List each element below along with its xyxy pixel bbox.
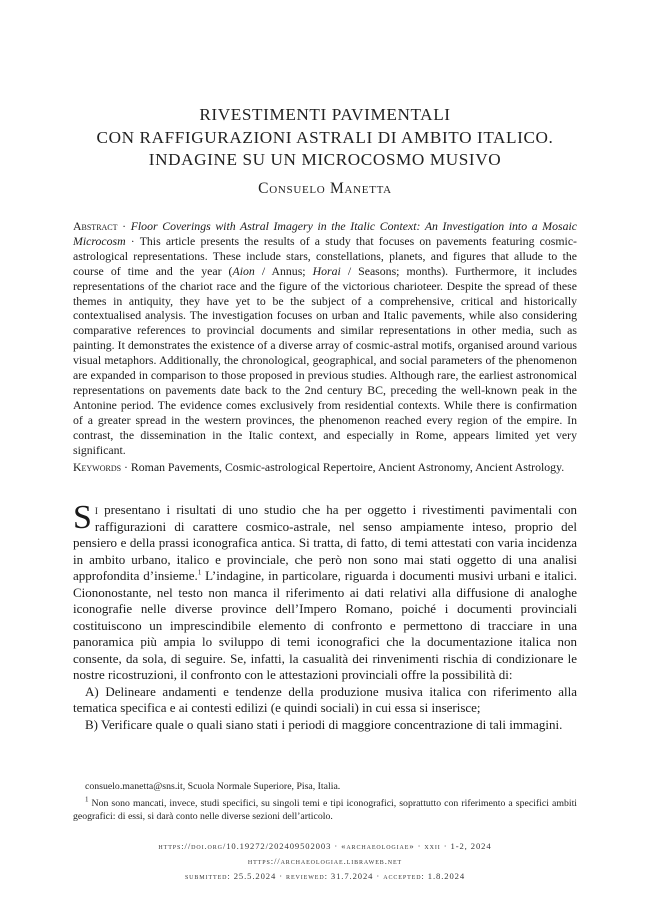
- abstract-text-2: / Seasons; months). Furthermore, it includes representations of the chariot race and the figure of the victorious charioteer. Despite the spread of these themes in antiquity, they have yet to be the subject of a comprehensive, critical and historically contextualised analysis. The investigation focuses on urban and Italic pavements, while also considering comparative references to provincial documents and similar representations in other media, such as painting. It demonstrates the existence of a diverse array of cosmic-astral motifs, organised around various visual metaphors. Additionally, the chronological, geographical, and social parameters of the phenomenon are expanded in comparison to those proposed in previous studies. Although rare, the earliest astronomical representations on pavements date back to the 2nd century BC, preceding the well-known peak in the Antonine period. The evidence comes exclusively from residential contexts. While there is confirmation of a greater spread in the western provinces, the phenomenon reached every region of the empire. In contrast, the dissemination in the Italic context, and especially in Rome, appears limited yet very significant.: [73, 263, 577, 457]
- keywords-text: Roman Pavements, Cosmic-astrological Repertoire, Ancient Astronomy, Ancient Astrology.: [130, 460, 565, 474]
- paragraph-1-text: presentano i risultati di uno studio che ha per oggetto i rivestimenti pavimentali con raffigurazioni di carattere cosmico-astrale, nel senso ampiamente inteso, proprio del pensiero e della prassi iconografica antica. Si tratta, di fatto, di temi attestati con varia incidenza in ambito urbano, italico e provinciale, che però non sono mai stati oggetto di una analisi approfondita d’insieme.: [73, 502, 577, 583]
- paragraph-1-text-b: L’indagine, in particolare, riguarda i documenti musivi urbani e italici. Ciononostante, nel testo non manca il riferimento ai dati relativi alla diffusione di analoghe iconografie nelle diverse province dell’Impero Romano, poiché i documenti provinciali costituiscono un imprescindibile elemento di confronto e permettono di tracciare in una panoramica più ampia lo sviluppo di temi iconografici che la documentazione italica non consente, da sola, di seguire. Se, infatti, la casualità dei rinvenimenti rischia di condizionare le nostre ricostruzioni, il confronto con le attestazioni provinciali offre la possibilità di:: [73, 568, 577, 682]
- keywords-label: Keywords ·: [73, 460, 128, 474]
- author-contact: consuelo.manetta@sns.it, Scuola Normale Superiore, Pisa, Italia.: [85, 781, 341, 792]
- abstract-aion: Aion: [232, 263, 255, 278]
- keywords: [73, 460, 577, 475]
- lead-letter: i: [94, 502, 98, 517]
- drop-cap: S: [73, 499, 92, 536]
- footnote-1-text: Non sono mancati, invece, studi specifici, su singoli temi e tipi iconografici, soprattutto con riferimento a specifici ambiti geografici: di essi, si darà conto nelle diverse sezioni dell’articolo.: [73, 798, 578, 822]
- title-line-3: INDAGINE SU UN MICROCOSMO MUSIVO: [148, 150, 502, 169]
- abstract-separator: ·: [125, 233, 140, 248]
- abstract-annus: / Annus;: [254, 263, 313, 278]
- list-item-b: B) Verificare quale o quali siano stati i periodi di maggiore concentrazione di tali immagini.: [85, 716, 563, 732]
- body-paragraph-1: [73, 499, 577, 684]
- abstract-label: Abstract ·: [73, 219, 127, 233]
- doi-line[interactable]: https://doi.org/10.19272/202409502003 · «archaeologiae» · xxii · 1-2, 2024: [158, 841, 492, 851]
- title-line-2: CON RAFFIGURAZIONI ASTRALI DI AMBITO ITALICO.: [96, 127, 554, 147]
- article-title: [73, 104, 577, 172]
- footnote-1: [73, 798, 577, 823]
- footnotes: [73, 781, 577, 828]
- footnote-ref-1[interactable]: 1: [197, 568, 202, 577]
- journal-url[interactable]: https://archaeologiae.libraweb.net: [247, 856, 403, 866]
- body-text: [73, 499, 577, 733]
- author-name: Consuelo Manetta: [258, 180, 392, 197]
- abstract-text-1: This article presents the results of a study that focuses on pavements featuring cosmic-astrological representations. These include stars, constellations, planets, and figures that allude to the course of time and the year (: [73, 233, 577, 278]
- publication-metadata: [73, 839, 577, 884]
- abstract-horai: Horai: [312, 263, 341, 278]
- title-line-1: RIVESTIMENTI PAVIMENTALI: [199, 105, 451, 124]
- abstract: [73, 219, 577, 458]
- list-item-a: A) Delineare andamenti e tendenze della produzione musiva italica con riferimento alla tematica specifica e ai contesti edilizi (e quindi sociali) in cui essa si inserisce;: [73, 683, 577, 715]
- abstract-english-title: Floor Coverings with Astral Imagery in the Italic Context: An Investigation into a Mosaic Microcosm: [73, 219, 577, 248]
- submission-dates: submitted: 25.5.2024 · reviewed: 31.7.2024 · accepted: 1.8.2024: [184, 871, 466, 881]
- footnote-1-number: 1: [85, 796, 89, 805]
